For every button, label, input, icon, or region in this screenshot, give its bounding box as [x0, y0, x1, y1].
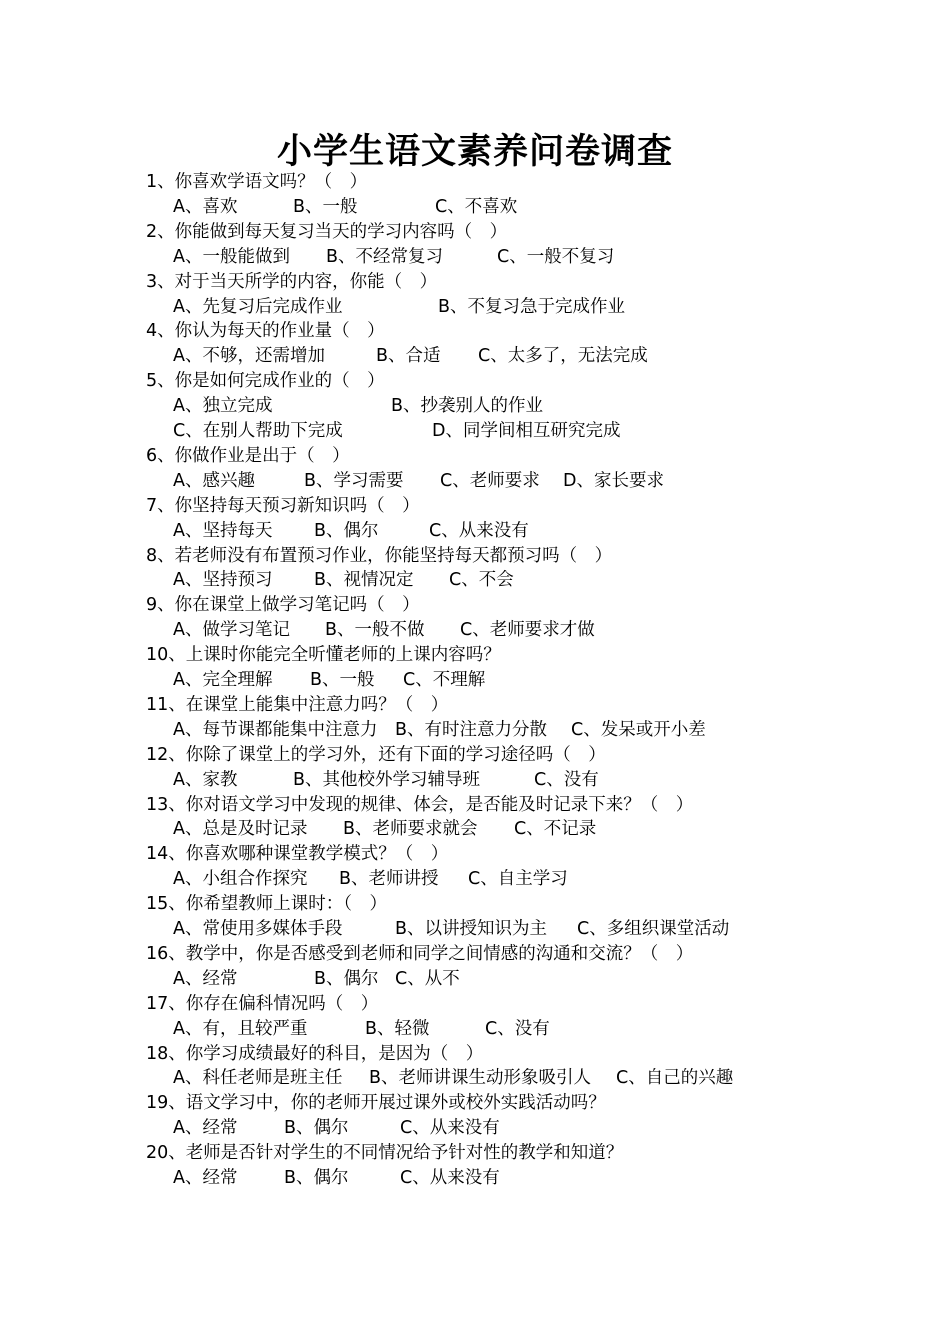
options-row: [173, 469, 933, 494]
answer-option: A、科任老师是班主任: [173, 1068, 343, 1089]
answer-option: A、经常: [173, 968, 238, 989]
options-row: [173, 1166, 933, 1191]
options-row: [173, 568, 933, 593]
answer-option: A、家教: [173, 769, 238, 790]
answer-option: C、发呆或开小差: [571, 719, 706, 740]
answer-option: A、经常: [173, 1118, 238, 1139]
question-8: 8、若老师没有布置预习作业，你能坚持每天都预习吗（ ）: [146, 545, 613, 566]
answer-option: B、不经常复习: [326, 246, 444, 267]
question-5: 5、你是如何完成作业的（ ）: [146, 371, 385, 392]
options-row: [173, 718, 933, 743]
options-row: [173, 419, 933, 444]
answer-option: B、老师讲授: [339, 869, 439, 890]
question-10: 10、上课时你能完全听懂老师的上课内容吗？: [146, 645, 501, 666]
question-16: 16、教学中，你是否感受到老师和同学之间情感的沟通和交流？（ ）: [146, 943, 694, 964]
answer-option: B、一般: [310, 670, 375, 690]
answer-option: C、没有: [485, 1018, 550, 1039]
options-row: [173, 344, 933, 369]
answer-option: B、以讲授知识为主: [395, 919, 548, 939]
answer-option: B、其他校外学习辅导班: [293, 769, 481, 790]
answer-option: C、不记录: [514, 819, 597, 840]
question-3: 3、对于当天所学的内容，你能（ ）: [146, 271, 438, 292]
options-row: [173, 1116, 933, 1141]
answer-option: A、经常: [173, 1168, 238, 1188]
answer-option: C、没有: [534, 769, 599, 790]
answer-option: B、有时注意力分散: [395, 719, 548, 740]
answer-option: C、太多了，无法完成: [478, 346, 648, 367]
answer-option: A、有，且较严重: [173, 1018, 308, 1039]
options-row: [173, 195, 933, 220]
answer-option: B、合适: [376, 346, 441, 367]
answer-option: A、坚持每天: [173, 520, 273, 541]
answer-option: B、轻微: [365, 1018, 430, 1039]
answer-option: B、一般: [293, 196, 358, 217]
options-row: [173, 967, 933, 992]
options-row: [173, 1017, 933, 1042]
options-row: [173, 1066, 933, 1091]
answer-option: C、不理解: [403, 670, 486, 690]
answer-option: C、不会: [449, 570, 514, 591]
answer-option: A、喜欢: [173, 196, 238, 217]
answer-option: A、常使用多媒体手段: [173, 919, 343, 939]
question-7: 7、你坚持每天预习新知识吗（ ）: [146, 495, 420, 516]
question-9: 9、你在课堂上做学习笔记吗（ ）: [146, 595, 420, 616]
question-1: 1、你喜欢学语文吗？（ ）: [146, 172, 368, 192]
answer-option: A、一般能做到: [173, 246, 290, 267]
page-title: 小学生语文素养问卷调查: [276, 131, 673, 172]
answer-option: C、从来没有: [400, 1168, 500, 1188]
question-4: 4、你认为每天的作业量（ ）: [146, 321, 385, 342]
question-13: 13、你对语文学习中发现的规律、体会，是否能及时记录下来？（ ）: [146, 794, 694, 815]
answer-option: B、老师讲课生动形象吸引人: [369, 1068, 592, 1089]
answer-option: D、同学间相互研究完成: [432, 421, 621, 441]
answer-option: C、老师要求才做: [460, 620, 595, 641]
answer-option: D、家长要求: [563, 470, 664, 491]
question-2: 2、你能做到每天复习当天的学习内容吗（ ）: [146, 221, 508, 242]
question-14: 14、你喜欢哪种课堂教学模式？（ ）: [146, 844, 449, 865]
answer-option: C、老师要求: [440, 470, 540, 491]
question-18: 18、你学习成绩最好的科目，是因为（ ）: [146, 1043, 484, 1064]
answer-option: B、偶尔: [314, 968, 379, 989]
answer-option: B、抄袭别人的作业: [391, 396, 544, 417]
answer-option: A、每节课都能集中注意力: [173, 719, 378, 740]
options-row: [173, 618, 933, 643]
options-row: [173, 867, 933, 892]
answer-option: C、从不: [395, 968, 460, 989]
answer-option: A、小组合作探究: [173, 869, 308, 890]
answer-option: C、在别人帮助下完成: [173, 421, 343, 441]
options-row: [173, 817, 933, 842]
answer-option: B、偶尔: [284, 1168, 349, 1188]
question-15: 15、你希望教师上课时：（ ）: [146, 894, 388, 915]
answer-option: C、一般不复习: [497, 246, 615, 267]
answer-option: B、偶尔: [284, 1118, 349, 1139]
answer-option: C、不喜欢: [435, 196, 518, 217]
answer-option: A、总是及时记录: [173, 819, 308, 840]
answer-option: C、自己的兴趣: [616, 1068, 734, 1089]
options-row: [173, 295, 933, 320]
answer-option: B、不复习急于完成作业: [438, 296, 626, 317]
answer-option: A、感兴趣: [173, 470, 255, 491]
answer-option: C、自主学习: [468, 869, 568, 890]
options-row: [173, 917, 933, 942]
options-row: [173, 768, 933, 793]
answer-option: C、从来没有: [400, 1118, 500, 1139]
answer-option: A、做学习笔记: [173, 620, 290, 641]
answer-option: B、视情况定: [314, 570, 414, 591]
answer-option: C、从来没有: [429, 520, 529, 541]
question-20: 20、老师是否针对学生的不同情况给予针对性的教学和知道？: [146, 1143, 624, 1164]
answer-option: B、一般不做: [325, 620, 425, 641]
answer-option: A、坚持预习: [173, 570, 273, 591]
question-17: 17、你存在偏科情况吗（ ）: [146, 993, 379, 1014]
answer-option: B、偶尔: [314, 520, 379, 541]
answer-option: C、多组织课堂活动: [577, 919, 730, 939]
question-12: 12、你除了课堂上的学习外，还有下面的学习途径吗（ ）: [146, 744, 606, 765]
options-row: [173, 394, 933, 419]
question-6: 6、你做作业是出于（ ）: [146, 445, 350, 466]
answer-option: A、完全理解: [173, 670, 273, 690]
answer-option: B、老师要求就会: [343, 819, 478, 840]
answer-option: A、独立完成: [173, 396, 273, 417]
answer-option: B、学习需要: [304, 470, 404, 491]
options-row: [173, 519, 933, 544]
question-19: 19、语文学习中，你的老师开展过课外或校外实践活动吗？: [146, 1093, 606, 1114]
question-11: 11、在课堂上能集中注意力吗？（ ）: [146, 694, 449, 715]
answer-option: A、不够，还需增加: [173, 346, 325, 367]
options-row: [173, 668, 933, 693]
options-row: [173, 245, 933, 270]
answer-option: A、先复习后完成作业: [173, 296, 343, 317]
